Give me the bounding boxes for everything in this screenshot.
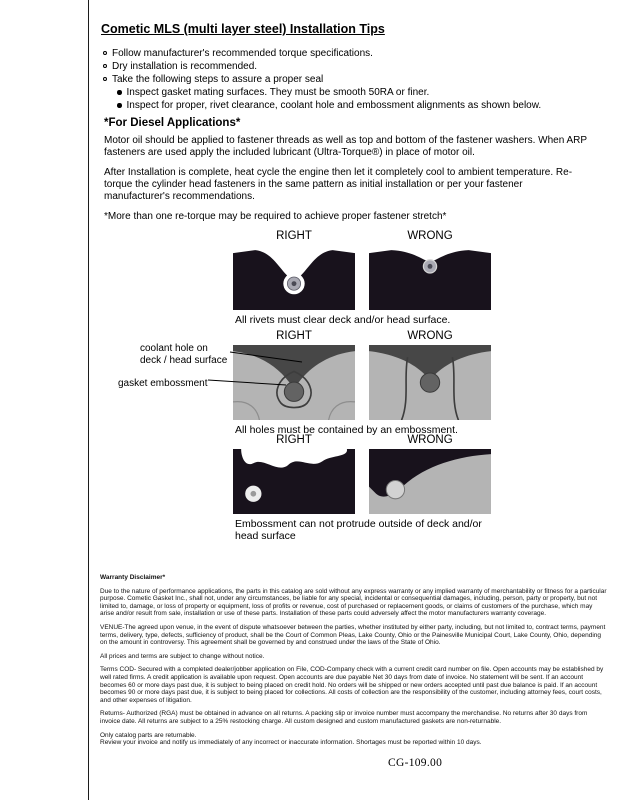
legal-paragraph: VENUE-The agreed upon venue, in the event of dispute whatsoever between the parties, whether instituted by either party, including, but not limited to, contract terms, payment terms, delivery, type, defects, sufficiency of product, shall be the Court of Common Pleas, Lake County, Ohio or the Painesville Municipal Court, Lake County, Ohio, depending on the amount in controversy. This agreement shall be governed by and construed under the laws of the State of Ohio.	[100, 623, 606, 647]
coolant-hole-annotation: coolant hole on deck / head surface	[140, 343, 228, 366]
legal-paragraph: Due to the nature of performance applications, the parts in this catalog are sold without any express warranty or any implied warranty of merchantability or fitness for a particular purpose. Cometic Gasket Inc., shall not, under any circumstances, be liable for any special, incidental or consequential damages, including, person, party or property, but not limited to, damage, or loss of property or equipment, loss of profits or revenue, cost of purchased or replacement goods, or claims of customers of the purchase, which may arise and/or result from sale, installation or use of these parts. Installation of these parts could adversely affect the motor manufacturers warranty coverage.	[100, 587, 607, 618]
legal-heading: Warranty Disclaimer*	[100, 574, 166, 581]
legal-paragraph: Returns- Authorized (RGA) must be obtained in advance on all returns. A packing slip or invoice number must accompany the merchandise. No returns after 30 days from invoice date. All returns are subject to a 25% restocking charge. All custom designed and custom manufactured gaskets are non-returnable.	[100, 710, 588, 725]
tip-text: Follow manufacturer's recommended torque specifications.	[112, 48, 373, 59]
wrong-label: WRONG	[407, 434, 453, 446]
filled-bullet-icon	[117, 90, 122, 95]
diagram-images	[233, 449, 493, 514]
diagram-caption: Embossment can not protrude outside of deck and/or head surface	[235, 518, 482, 543]
list-item	[117, 99, 589, 112]
diagram-caption: All holes must be contained by an embossment.	[235, 424, 458, 437]
list-item	[117, 86, 589, 99]
tips-list	[103, 47, 589, 112]
warranty-disclaimer-section	[100, 574, 608, 753]
diagram-caption: All rivets must clear deck and/or head surface.	[235, 314, 451, 327]
diesel-applications-section	[104, 117, 590, 231]
wrong-label: WRONG	[407, 330, 453, 342]
tip-text: Dry installation is recommended.	[112, 61, 258, 72]
rivet-clearance-wrong-diagram	[369, 245, 491, 310]
page-left-rule	[88, 0, 89, 800]
diagram-labels	[233, 330, 493, 342]
embossment-wrong-diagram	[369, 449, 491, 514]
paragraph: After Installation is complete, heat cycle the engine then let it completely cool to ambient temperature. Re-torque the cylinder head fasteners in the same pattern as initial installation or per your fastener manufacturer's recommendations.	[104, 167, 573, 202]
diagram-images	[233, 345, 493, 420]
rivet-clearance-right-diagram	[233, 245, 355, 310]
coolant-hole-right-diagram	[233, 345, 355, 420]
diagram-labels	[233, 230, 493, 242]
diagram-images	[233, 245, 493, 310]
page-title: Cometic MLS (multi layer steel) Installation Tips	[101, 22, 385, 36]
legal-paragraph: Review your invoice and notify us immediately of any incorrect or inaccurate information. Shortages must be reported within 10 days.	[100, 739, 482, 747]
open-bullet-icon	[103, 77, 107, 81]
tip-text: Inspect gasket mating surfaces. They must be smooth 50RA or finer.	[126, 87, 430, 98]
list-item	[103, 47, 589, 60]
page-code: CG-109.00	[388, 757, 443, 769]
legal-paragraph: Terms COD- Secured with a completed dealer/jobber application on File, COD-Company check with a current credit card number on file. Open accounts may be established by well rated firms. A credit application is available upon request. Open accounts are due payable Net 30 days from date of invoice. No statement will be sent. If an account becomes 60 or more days past due, it is subject to being placed on credit hold. No orders will be shipped or new orders accepted until past due balance is paid. If an account becomes 90 or more days past due, it is subject to being placed for collections. All costs of collection are the responsibility of the customer, including attorney fees, court costs, and other expenses of litigation.	[100, 666, 604, 704]
tip-text: Inspect for proper, rivet clearance, coolant hole and embossment alignments as shown below.	[126, 100, 542, 111]
right-label: RIGHT	[276, 330, 312, 342]
list-item	[103, 60, 589, 73]
diagram-labels	[233, 434, 493, 446]
right-label: RIGHT	[276, 230, 312, 242]
paragraph: Motor oil should be applied to fastener threads as well as top and bottom of the fastener washers. When ARP fasteners are used apply the included lubricant (Ultra-Torque®) in place of motor oil.	[104, 135, 587, 158]
paragraph: *More than one re-torque may be required to achieve proper fastener stretch*	[104, 211, 447, 222]
legal-paragraph: All prices and terms are subject to change without notice.	[100, 652, 265, 660]
diagram-row-rivets	[233, 230, 493, 326]
right-label: RIGHT	[276, 434, 312, 446]
coolant-hole-wrong-diagram	[369, 345, 491, 420]
legal-paragraph: Only catalog parts are returnable.	[100, 731, 197, 739]
list-item	[103, 73, 589, 86]
diagram-row-embossment	[233, 434, 493, 542]
gasket-embossment-annotation: gasket embossment	[118, 378, 208, 389]
section-heading: *For Diesel Applications*	[104, 117, 241, 129]
open-bullet-icon	[103, 64, 107, 68]
tip-text: Take the following steps to assure a proper seal	[112, 74, 324, 85]
open-bullet-icon	[103, 51, 107, 55]
filled-bullet-icon	[117, 103, 122, 108]
diagram-row-coolant-holes	[233, 330, 493, 436]
wrong-label: WRONG	[407, 230, 453, 242]
embossment-right-diagram	[233, 449, 355, 514]
